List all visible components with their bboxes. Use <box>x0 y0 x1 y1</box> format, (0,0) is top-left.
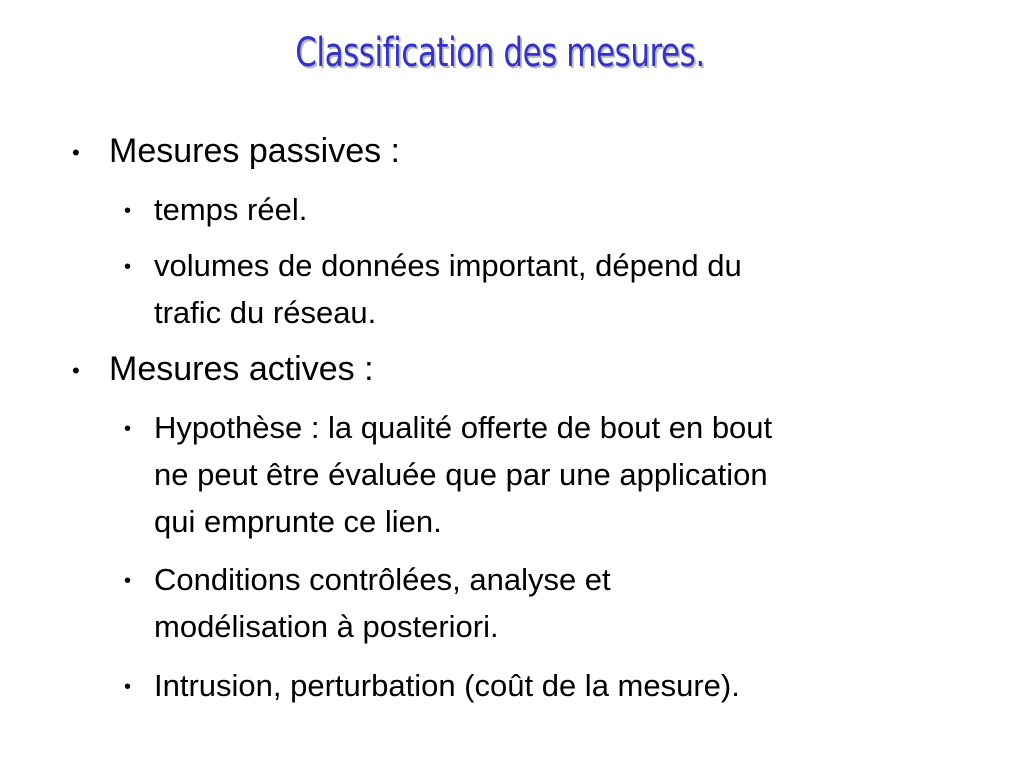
subitem-hypothese-line-1: Hypothèse : la qualité offerte de bout en bout <box>154 410 773 445</box>
subitem-conditions-line-1: Conditions contrôlées, analyse et <box>154 562 611 597</box>
subitem-hypothese-line-2: ne peut être évaluée que par une application <box>154 457 768 492</box>
subitem-temps-reel: temps réel. <box>154 192 308 227</box>
sub-bullet-temps-reel: • <box>124 200 132 222</box>
subitem-conditions-line-2: modélisation à posteriori. <box>154 609 499 644</box>
subitem-intrusion: Intrusion, perturbation (coût de la mesure). <box>154 668 740 703</box>
subitem-volumes-line-1: volumes de données important, dépend du <box>154 248 742 283</box>
bullet-mesures-actives: • <box>72 358 80 383</box>
sub-bullet-intrusion: • <box>124 676 132 698</box>
item-mesures-passives: Mesures passives : <box>109 132 400 170</box>
bullet-mesures-passives: • <box>72 140 80 165</box>
item-mesures-actives: Mesures actives : <box>109 350 374 388</box>
sub-bullet-volumes: • <box>124 256 132 278</box>
sub-bullet-hypothese: • <box>124 418 132 440</box>
subitem-volumes-line-2: trafic du réseau. <box>154 295 377 330</box>
subitem-hypothese-line-3: qui emprunte ce lien. <box>154 504 442 539</box>
slide-title: Classification des mesures. <box>295 30 705 76</box>
sub-bullet-conditions: • <box>124 570 132 592</box>
